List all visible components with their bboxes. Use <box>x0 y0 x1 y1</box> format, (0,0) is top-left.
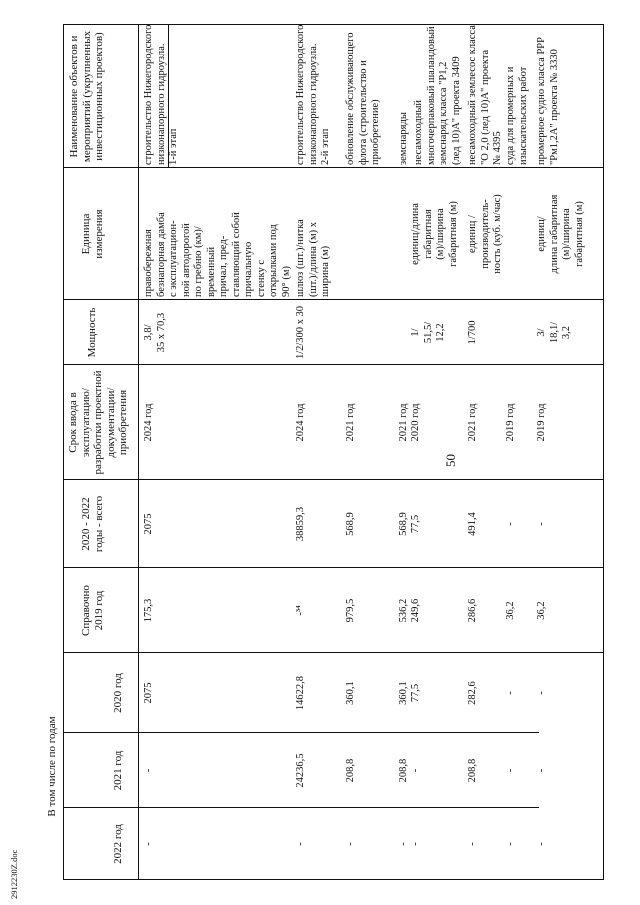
row-total: 568,9 <box>398 512 409 536</box>
row-ref-2019: 536,2 <box>398 598 409 623</box>
row-ref-2019: 979,5 <box>345 598 356 623</box>
row-2022: - <box>467 842 478 846</box>
row-capacity: 1/ 51,5/ 12,2 <box>410 321 446 344</box>
row-term: 2024 год <box>143 403 154 442</box>
row-term: 2020 год <box>410 403 421 442</box>
row-2020: 14622,8 <box>295 675 306 711</box>
row-unit: единиц / производитель- ность (куб. м/час) <box>467 194 503 274</box>
row-2022: - <box>410 842 421 846</box>
row-capacity: 3/ 18,1/ 3,2 <box>536 321 572 344</box>
row-2021: - <box>143 768 154 773</box>
row-2022: - <box>345 842 356 846</box>
row-name: несамоходный многочерпаковый шаландовый земснаряд класса "Р1,2 (лед 10)А" проекта 3409 <box>413 26 462 165</box>
row-unit: единиц/ длина габаритная (м)/ширина габаритная (м) <box>536 194 585 274</box>
row-2022: - <box>295 842 306 846</box>
footer-filename: 2912230Z.doc <box>9 849 19 899</box>
row-unit: правобережная безнапорная дамба с эксплуатацион- ной автодорогой по гребню (км)/ временный причал, пред- ставляющий собой причальную стенку с открылками под 90° (м) <box>143 212 292 297</box>
row-term: 2019 год <box>536 403 547 442</box>
row-total: - <box>505 522 516 526</box>
row-2022: - <box>505 842 516 846</box>
header-total: 2020 - 2022 годы - всего <box>80 495 105 553</box>
row-2020: 2075 <box>143 682 154 704</box>
row-2021: 208,8 <box>467 758 478 783</box>
row-unit: единиц/длина габаритная (м)/ширина габаритная (м) <box>410 201 459 267</box>
header-name: Наименование объектов и мероприятий (укрупненных инвестиционных проектов) <box>68 30 105 163</box>
row-2020: 77,5 <box>410 683 421 703</box>
row-term: 2021 год <box>467 403 478 442</box>
row-2021: - <box>410 768 421 773</box>
header-2020: 2020 год <box>112 673 124 713</box>
row-2022: - <box>143 842 154 846</box>
row-ref-2019: -³⁴ <box>295 605 306 616</box>
row-capacity: 3,8/ 35 x 70,3 <box>143 312 167 353</box>
row-ref-2019: 36,2 <box>505 601 516 620</box>
row-2021: - <box>536 768 547 773</box>
row-2020: 360,1 <box>398 681 409 705</box>
header-capacity: Мощность <box>86 307 98 358</box>
row-capacity: 1/2/300 х 30 <box>295 305 306 360</box>
row-ref-2019: 249,6 <box>410 598 421 623</box>
row-2020: 282,6 <box>467 681 478 705</box>
row-2020: - <box>536 691 547 695</box>
row-total: 2075 <box>143 513 154 535</box>
header-including-by-years: В том числе по годам <box>46 716 58 817</box>
row-name: строительство Нижегородского низконапорного гидроузла. 2-й этап <box>295 24 331 165</box>
row-name: строительство Нижегородского низконапорного гидроузла. 1-й этап <box>143 24 179 165</box>
row-ref-2019: 175,3 <box>143 598 154 623</box>
row-2022: - <box>536 842 547 846</box>
row-name: суда для промерных и изыскательских работ <box>505 66 529 165</box>
row-name: несамоходный землесос класса "О 2,0 (лед 10)А" проекта № 4395 <box>467 25 503 165</box>
page-number: 50 <box>443 454 458 467</box>
row-term: 2021 год <box>398 403 409 442</box>
row-2021: 208,8 <box>345 758 356 783</box>
row-ref-2019: 36,2 <box>536 601 547 620</box>
row-name: промерное судно класса РРР "Рм1,2А" проекта № 3330 <box>536 37 560 165</box>
row-capacity: 1/700 <box>467 320 478 345</box>
row-unit: шлюз (шт.)/нитка (шт.)/длина (м) х ширина (м) <box>295 219 331 297</box>
row-total: 38859,3 <box>295 506 306 542</box>
row-2020: - <box>505 691 516 695</box>
row-term: 2019 год <box>505 403 516 442</box>
row-2022: - <box>398 842 409 846</box>
row-term: 2024 год <box>295 403 306 442</box>
row-2021: 208,8 <box>398 758 409 783</box>
row-2020: 360,1 <box>345 681 356 705</box>
row-ref-2019: 286,6 <box>467 598 478 623</box>
row-name: обновление обслуживающего флота (строительство и приобретение) <box>345 32 381 165</box>
row-total: - <box>536 522 547 526</box>
row-2021: 24236,5 <box>295 753 306 788</box>
header-ref-2019: Справочно 2019 год <box>80 585 105 636</box>
row-term: 2021 год <box>345 403 356 442</box>
header-2022: 2022 год <box>112 824 124 864</box>
row-2021: - <box>505 768 516 773</box>
header-term: Срок ввода в эксплуатацию/ разработки проектной документации/ приобретения <box>67 370 129 475</box>
header-unit: Единица измерения <box>80 209 105 259</box>
row-total: 77,5 <box>410 514 421 534</box>
row-total: 491,4 <box>467 512 478 536</box>
header-2021: 2021 год <box>112 750 124 791</box>
row-name: земснаряды <box>398 112 409 165</box>
row-total: 568,9 <box>345 512 356 536</box>
